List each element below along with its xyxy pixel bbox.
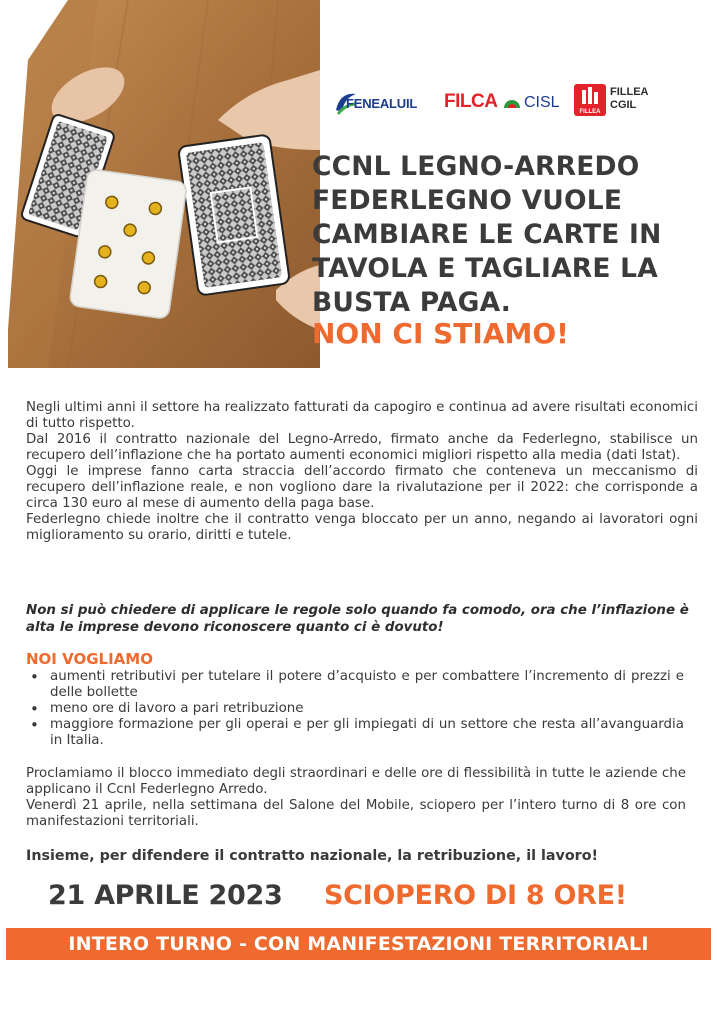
fillea-building-icon xyxy=(574,84,606,108)
feneal-logo-text: FENEALUIL xyxy=(346,96,418,111)
fillea-logo-text xyxy=(610,86,649,112)
closing-line: Insieme, per difendere il contratto nazionale, la retribuzione, il lavoro! xyxy=(26,848,599,864)
headline-line: CCNL LEGNO-ARREDO xyxy=(312,151,640,182)
strike-label: SCIOPERO DI 8 ORE! xyxy=(324,880,627,911)
headline-line: BUSTA PAGA. xyxy=(312,287,512,318)
paragraph: Proclamiamo il blocco immediato degli straordinari e delle ore di flessibilità in tutte le aziende che applicano il Ccnl Federlegno Arredo. xyxy=(26,766,686,797)
list-item: • aumenti retributivi per tutelare il potere d’acquisto e per combattere l’incremento di prezzi e delle bollette xyxy=(26,669,684,701)
headline-shout: NON CI STIAMO! xyxy=(312,317,569,350)
paragraph: Venerdì 21 aprile, nella settimana del Salone del Mobile, sciopero per l’intero turno di 8 ore con manifestazioni territoriali. xyxy=(26,798,686,829)
strike-banner-text: INTERO TURNO - CON MANIFESTAZIONI TERRITORIALI xyxy=(68,933,649,955)
filca-logo-text: FILCA xyxy=(444,91,498,112)
filca-cisl-logo xyxy=(444,88,570,118)
feneal-uil-logo xyxy=(332,88,440,118)
strike-banner xyxy=(6,928,711,960)
fillea-line2: CGIL xyxy=(610,99,637,111)
list-item: • meno ore di lavoro a pari retribuzione xyxy=(26,701,684,717)
union-logos xyxy=(332,82,712,122)
hands-playing-cards-on-wooden-table-icon xyxy=(8,0,320,368)
headline-line: TAVOLA E TAGLIARE LA xyxy=(312,253,658,284)
strike-date: 21 APRILE 2023 xyxy=(48,880,283,911)
fillea-mark-text: FILLEA xyxy=(579,109,601,115)
fillea-cgil-logo xyxy=(574,82,670,122)
paragraph: Dal 2016 il contratto nazionale del Legno-Arredo, firmato anche da Federlegno, stabilisce un recupero dell’inflazione che ha portato aumenti economici migliori rispetto alla media (dati Istat). xyxy=(26,432,698,463)
cisl-tricolor-icon xyxy=(502,96,522,110)
quote: Non si può chiedere di applicare le regole solo quando fa comodo, ora che l’inflazione è alta le imprese devono riconoscere quanto ci è dovuto! xyxy=(26,603,689,635)
fillea-line1: FILLEA xyxy=(610,86,649,98)
paragraph: Federlegno chiede inoltre che il contratto venga bloccato per un anno, negando ai lavoratori ogni miglioramento su orario, diritti e tutele. xyxy=(26,512,698,543)
demands-title: NOI VOGLIAMO xyxy=(26,650,153,668)
headline-line: FEDERLEGNO VUOLE xyxy=(312,185,623,216)
intro-text xyxy=(26,400,698,544)
proclamation-text xyxy=(26,766,686,830)
list-item: • maggiore formazione per gli operai e per gli impiegati di un settore che resta all’avanguardia in Italia. xyxy=(26,717,684,749)
headline-line: CAMBIARE LE CARTE IN xyxy=(312,219,662,250)
fillea-mark-icon xyxy=(574,84,606,116)
cisl-logo-text: CISL xyxy=(524,94,560,111)
demands-list xyxy=(26,669,684,749)
paragraph: Oggi le imprese fanno carta straccia dell’accordo firmato che conteneva un meccanismo di recupero dell’inflazione reale, e non vogliono dare la rivalutazione per il 2022: che corrisponde a circa 130 euro al mese di aumento della paga base. xyxy=(26,464,698,511)
photo xyxy=(8,0,320,368)
headline xyxy=(312,150,712,320)
paragraph: Negli ultimi anni il settore ha realizzato fatturati da capogiro e continua ad avere risultati economici di tutto rispetto. xyxy=(26,400,698,431)
